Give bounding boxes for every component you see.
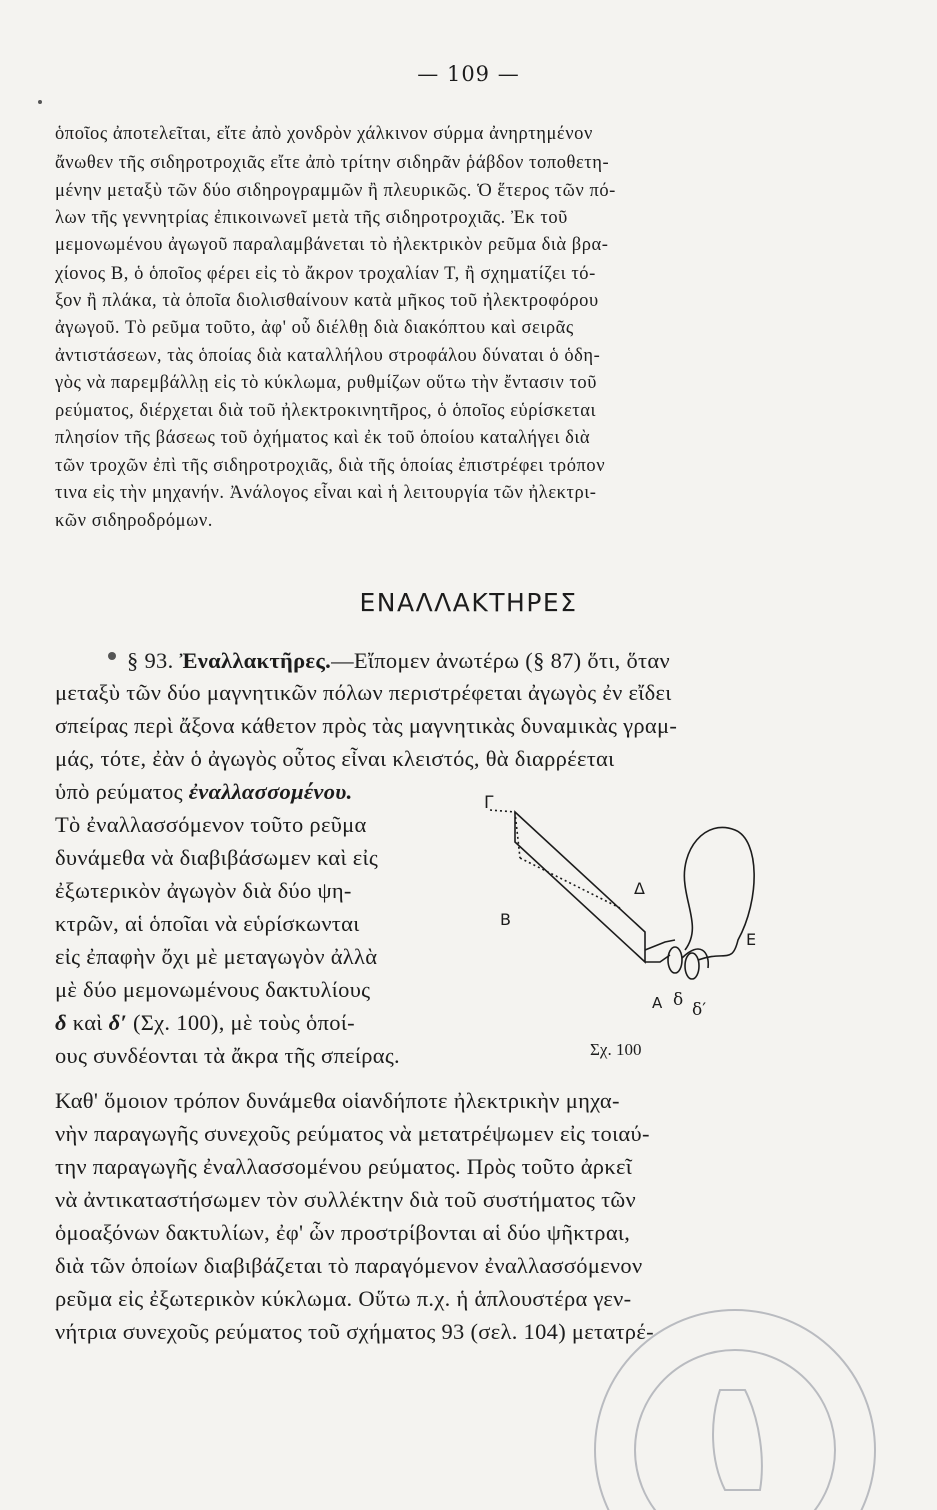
page-number: — 109 — xyxy=(417,62,520,86)
text-line: νήτρια συνεχοῦς ρεύματος τοῦ σχήματος 93 (σελ. 104) μετατρέ- xyxy=(55,1319,654,1344)
text-line: λων τῆς γεννητρίας ἐπικοινωνεῖ μετὰ τῆς σιδηροτροχιᾶς. Ἐκ τοῦ xyxy=(55,208,568,228)
text-line: διὰ τῶν ὁποίων διαβιβάζεται τὸ παραγόμενον ἐναλλασσόμενον xyxy=(55,1253,643,1278)
label-delta-small: δ xyxy=(673,990,684,1010)
library-stamp xyxy=(560,1280,890,1510)
text-line: ὁμοαξόνων δακτυλίων, ἐφ' ὧν προστρίβονται αἱ δύο ψῆκτραι, xyxy=(55,1220,631,1245)
text-line: μεμονωμένου ἀγωγοῦ παραλαμβάνεται τὸ ἠλεκτρικὸν ρεῦμα διὰ βρα- xyxy=(55,235,609,255)
text-line: μὲ δύο μεμονωμένους δακτυλίους xyxy=(55,977,371,1002)
ring-delta: δ xyxy=(55,1010,67,1035)
text-line: μένην μεταξὺ τῶν δύο σιδηρογραμμῶν ἢ πλευρικῶς. Ὁ ἕτερος τῶν πό- xyxy=(55,181,616,201)
text-line: μάς, τότε, ἐὰν ὁ ἀγωγὸς οὗτος εἶναι κλειστός, θὰ διαρρέεται xyxy=(55,746,615,771)
coil-loop xyxy=(515,812,645,962)
conjunction: καὶ xyxy=(66,1010,109,1035)
text-line: Τὸ ἐναλλασσόμενον τοῦτο ρεῦμα xyxy=(55,812,367,837)
label-beta: Β xyxy=(500,910,511,929)
text-line: χίονος Β, ὁ ὁποῖος φέρει εἰς τὸ ἄκρον τροχαλίαν Τ, ἢ σχηματίζει τό- xyxy=(55,264,596,284)
text-line: σπείρας περὶ ἄξονα κάθετον πρὸς τὰς μαγνητικὰς δυναμικὰς γραμ- xyxy=(55,713,678,738)
text-line xyxy=(55,1010,355,1036)
text-line: κτρῶν, αἱ ὁποῖαι νὰ εὑρίσκωνται xyxy=(55,911,360,936)
section-name: Ἐναλλακτῆρες. xyxy=(179,648,332,673)
text-line: νὰ ἀντικαταστήσωμεν τὸν συλλέκτην διὰ τοῦ συστήματος τῶν xyxy=(55,1187,636,1212)
ink-spot xyxy=(38,100,42,104)
figure-100 xyxy=(470,790,770,1070)
text-line: τῶν τροχῶν ἐπὶ τῆς σιδηροτροχιᾶς, διὰ τῆς ὁποίας ἐπιστρέφει τρόπον xyxy=(55,456,606,476)
text-line: νὴν παραγωγῆς συνεχοῦς ρεύματος νὰ μετατρέψωμεν εἰς τοιαύ- xyxy=(55,1121,650,1146)
section-intro: —Εἴπομεν ἀνωτέρω (§ 87) ὅτι, ὅταν xyxy=(331,648,670,673)
text-line: ξον ἢ πλάκα, τὰ ὁποῖα διολισθαίνουν κατὰ μῆκος τοῦ ἠλεκτροφόρου xyxy=(55,291,599,311)
label-epsilon: Ε xyxy=(746,930,757,949)
text-line: εἰς ἐπαφὴν ὄχι μὲ μεταγωγὸν ἀλλὰ xyxy=(55,944,378,969)
label-alpha: Α xyxy=(652,994,663,1012)
term-prefix: ὑπὸ ρεύματος xyxy=(55,779,189,804)
text-line: ρεύματος, διέρχεται διὰ τοῦ ἠλεκτροκινητῆρος, ὁ ὁποῖος εὑρίσκεται xyxy=(55,401,597,421)
text-line xyxy=(55,779,353,805)
text-line: ἀντιστάσεων, τὰς ὁποίας διὰ καταλλήλου στροφάλου δύναται ὁ ὁδη- xyxy=(55,346,601,366)
text-line: μεταξὺ τῶν δύο μαγνητικῶν πόλων περιστρέφεται ἀγωγὸς ἐν εἴδει xyxy=(55,680,672,705)
text-line: ἀγωγοῦ. Τὸ ρεῦμα τοῦτο, ἀφ' οὗ διέλθῃ διὰ διακόπτου καὶ σειρᾶς xyxy=(55,318,574,338)
label-delta-prime: δ′ xyxy=(692,1000,707,1020)
text-line: δυνάμεθα νὰ διαβιβάσωμεν καὶ εἰς xyxy=(55,845,379,870)
text-line: κῶν σιδηροδρόμων. xyxy=(55,511,213,531)
text-line: Καθ' ὅμοιον τρόπον δυνάμεθα οἱανδήποτε ἠλεκτρικὴν μηχα- xyxy=(55,1088,620,1113)
ink-spot xyxy=(108,652,116,660)
text-line: ρεῦμα εἰς ἐξωτερικὸν κύκλωμα. Οὕτω π.χ. ἡ ἁπλουστέρα γεν- xyxy=(55,1286,632,1311)
external-circuit xyxy=(684,827,757,960)
slip-ring-delta xyxy=(668,947,682,973)
figure-reference: (Σχ. 100), μὲ τοὺς ὁποί- xyxy=(127,1010,355,1035)
label-delta-capital: Δ xyxy=(634,879,645,898)
text-line: ἄνωθεν τῆς σιδηροτροχιᾶς εἴτε ἀπὸ τρίτην σιδηρᾶν ῥάβδον τοποθετη- xyxy=(55,153,610,173)
coil-diagram xyxy=(470,790,770,1070)
ring-delta-prime: δ′ xyxy=(108,1010,128,1035)
label-gamma: Γ xyxy=(484,793,494,813)
text-line: την παραγωγῆς ἐναλλασσομένου ρεύματος. Πρὸς τοῦτο ἀρκεῖ xyxy=(55,1154,633,1179)
text-line: πλησίον τῆς βάσεως τοῦ ὀχήματος καὶ ἐκ τοῦ ὁποίου καταλήγει διὰ xyxy=(55,428,591,448)
text-line: γὸς νὰ παρεμβάλλῃ εἰς τὸ κύκλωμα, ρυθμίζων οὕτω τὴν ἔντασιν τοῦ xyxy=(55,373,597,393)
section-first-line xyxy=(127,648,670,674)
figure-caption: Σχ. 100 xyxy=(590,1040,642,1059)
slip-ring-delta-prime xyxy=(685,953,699,979)
text-line: τινα εἰς τὴν μηχανήν. Ἀνάλογος εἶναι καὶ ἡ λειτουργία τῶν ἠλεκτρι- xyxy=(55,483,597,503)
text-line: ους συνδέονται τὰ ἄκρα τῆς σπείρας. xyxy=(55,1043,400,1068)
text-line: ὁποῖος ἀποτελεῖται, εἴτε ἀπὸ χονδρὸν χάλκινον σύρμα ἀνηρτημένον xyxy=(55,124,593,144)
section-number: § 93. xyxy=(127,648,174,673)
term-alternating: ἐναλλασσομένου. xyxy=(188,779,353,804)
text-line: ἐξωτερικὸν ἀγωγὸν διὰ δύο ψη- xyxy=(55,878,352,903)
section-heading: ΕΝΑΛΛΑΚΤΗΡΕΣ xyxy=(359,588,578,617)
